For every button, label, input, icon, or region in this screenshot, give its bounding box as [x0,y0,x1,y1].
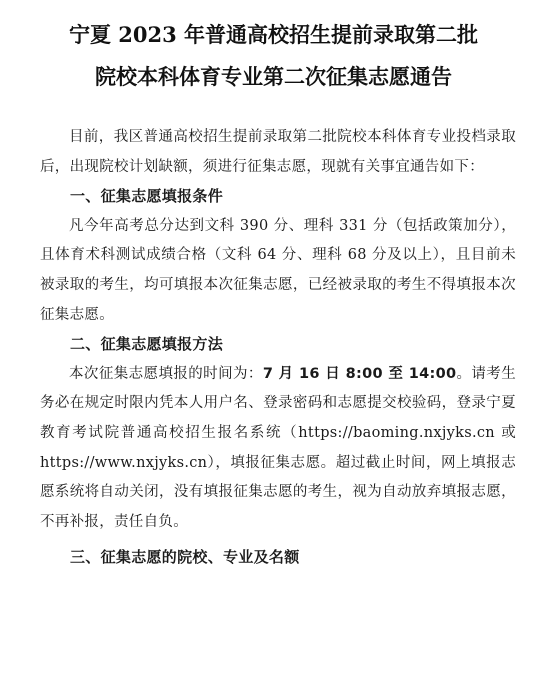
title-line-2: 院校本科体育专业第二次征集志愿通告 [95,64,452,89]
section-2-text [40,360,516,538]
section-3-heading: 三、征集志愿的院校、专业及名额 [70,548,300,567]
notice-body [40,123,516,573]
application-time: 7 月 16 日 8:00 至 14:00 [262,365,457,382]
section-1-heading: 一、征集志愿填报条件 [70,187,224,206]
section-1-text: 凡今年高考总分达到文科 390 分、理科 331 分（包括政策加分），且体育术科测试成绩合格（文科 64 分、理科 68 分及以上），且目前未被录取的考生，均可填报本次征集志愿，已经被录取的考生不得填报本次征集志愿。 [40,217,516,323]
section-2-text-pre: 本次征集志愿填报的时间为： [69,365,263,382]
section-2-text-post: 。请考生务必在规定时限内凭本人用户名、登录密码和志愿提交校验码，登录宁夏教育考试院普通高校招生报名系统（https://baoming.nxjyks.cn 或 https://www.nxjyks.cn），填报征集志愿。超过截止时间，网上填报志愿系统将自动关闭，没有填报征集志愿的考生，视为自动放弃填报志愿，不再补报，责任自负。 [40,365,517,530]
title-line-1: 宁夏 2023 年普通高校招生提前录取第二批 [68,22,479,47]
section-2-heading: 二、征集志愿填报方法 [70,335,224,354]
intro-paragraph: 目前，我区普通高校招生提前录取第二批院校本科体育专业投档录取后，出现院校计划缺额，须进行征集志愿，现就有关事宜通告如下： [40,129,516,175]
